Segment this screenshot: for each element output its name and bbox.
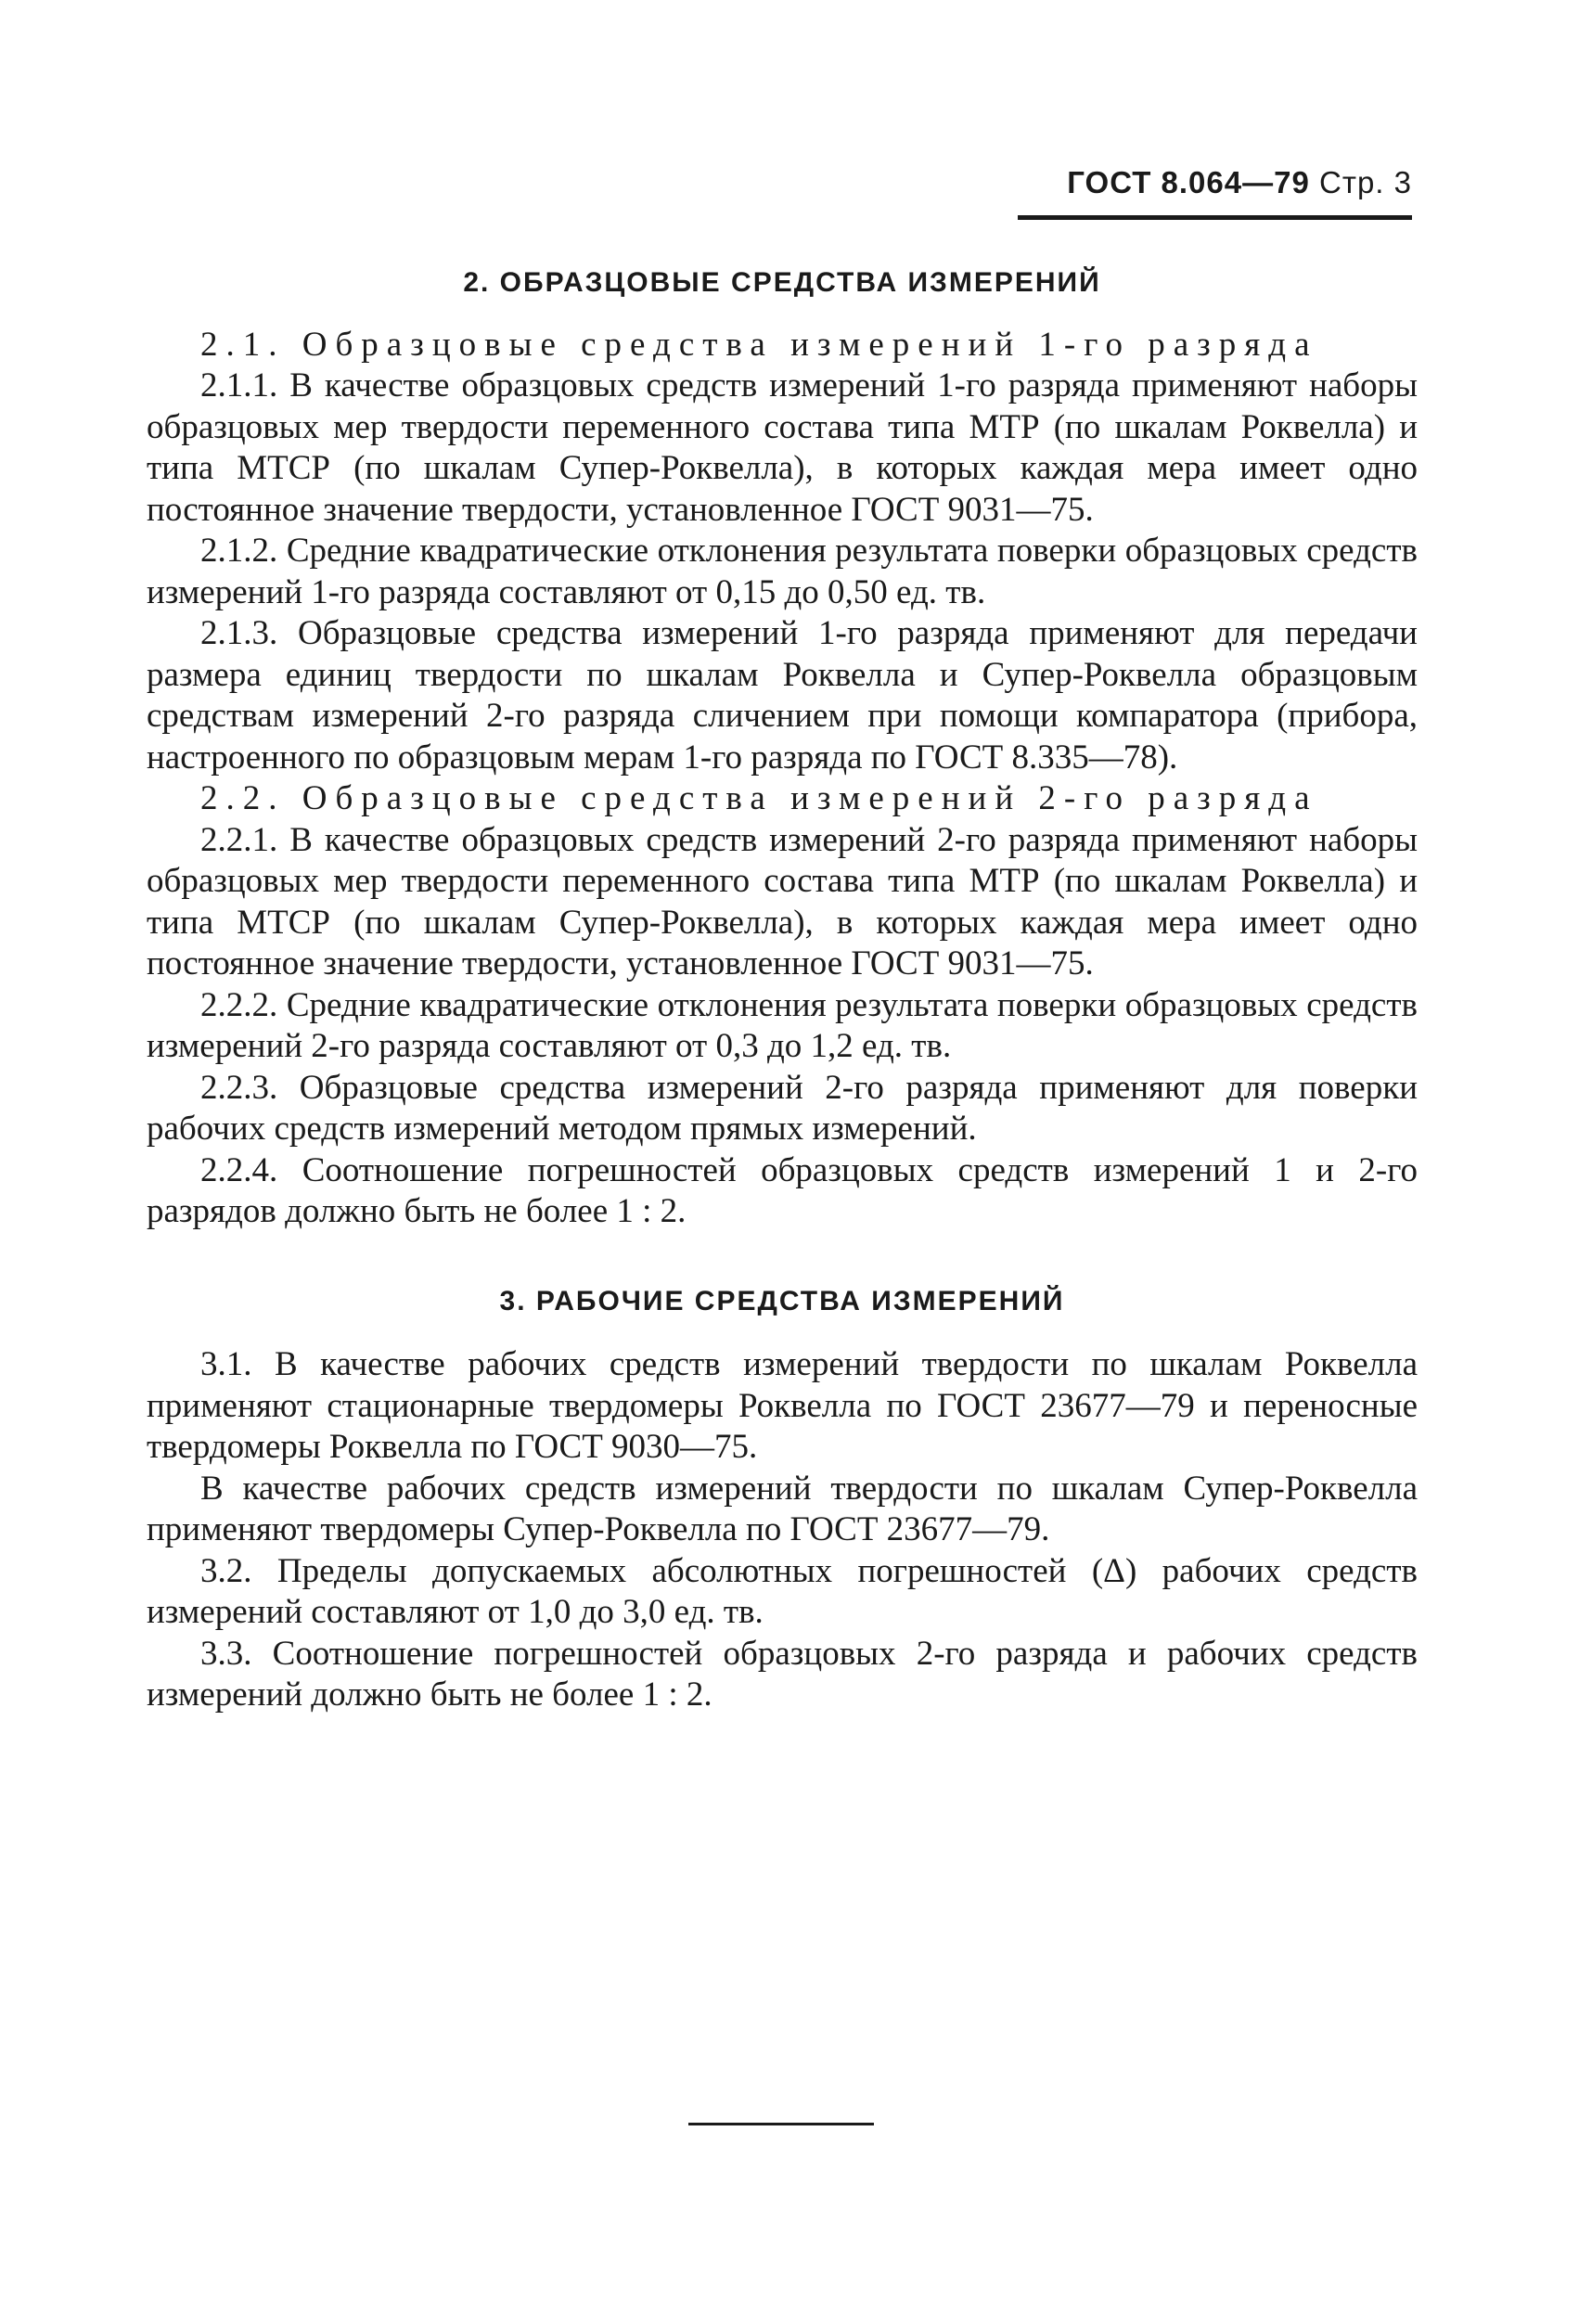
standard-number: ГОСТ 8.064—79 (1067, 165, 1310, 199)
header-rule (1018, 215, 1412, 220)
end-rule (688, 2123, 874, 2125)
section-2-heading: 2. ОБРАЗЦОВЫЕ СРЕДСТВА ИЗМЕРЕНИЙ (463, 267, 1101, 298)
paragraph-2-2-4: 2.2.4. Соотношение погрешностей образцовых средств измерений 1 и 2-го разрядов должно быть не более 1 : 2. (147, 1150, 1418, 1230)
paragraph-2-1: 2.1. Образцовые средства измерений 1-го разряда (200, 325, 1318, 364)
paragraph-3-2: 3.2. Пределы допускаемых абсолютных погрешностей (Δ) рабочих средств измерений составляют от 1,0 до 3,0 ед. тв. (147, 1551, 1418, 1631)
running-head (1067, 165, 1412, 200)
paragraph-2-1-2: 2.1.2. Средние квадратические отклонения результата поверки образцовых средств измерений 1-го разряда составляют от 0,15 до 0,50 ед. тв. (147, 532, 1418, 611)
paragraph-2-1-1: 2.1.1. В качестве образцовых средств измерений 1-го разряда применяют наборы образцовых мер твердости переменного состава типа МТР (по шкалам Роквелла) и типа МТСР (по шкалам Супер-Роквелла), в которых каждая мера имеет одно постоянное значение твердости, установленное ГОСТ 9031—75. (147, 366, 1418, 529)
paragraph-2-1-3: 2.1.3. Образцовые средства измерений 1-го разряда применяют для передачи размера единиц твердости по шкалам Роквелла и Супер-Роквелла образцовым средствам измерений 2-го разряда сличением при помощи компаратора (прибора, настроенного по образцовым мерам 1-го разряда по ГОСТ 8.335—78). (147, 614, 1418, 777)
document-body (147, 246, 1418, 1716)
paragraph-2-2-3: 2.2.3. Образцовые средства измерений 2-го разряда применяют для поверки рабочих средств измерений методом прямых измерений. (147, 1068, 1418, 1148)
paragraph-2-2-1: 2.2.1. В качестве образцовых средств измерений 2-го разряда применяют наборы образцовых мер твердости переменного состава типа МТР (по шкалам Роквелла) и типа МТСР (по шкалам Супер-Роквелла), в которых каждая мера имеет одно постоянное значение твердости, установленное ГОСТ 9031—75. (147, 820, 1418, 982)
section-3-heading: 3. РАБОЧИЕ СРЕДСТВА ИЗМЕРЕНИЙ (499, 1285, 1065, 1316)
paragraph-3-1: 3.1. В качестве рабочих средств измерений твердости по шкалам Роквелла применяют стационарные твердомеры Роквелла по ГОСТ 23677—79 и переносные твердомеры Роквелла по ГОСТ 9030—75. (147, 1345, 1418, 1466)
paragraph-2-2-2: 2.2.2. Средние квадратические отклонения результата поверки образцовых средств измерений 2-го разряда составляют от 0,3 до 1,2 ед. тв. (147, 985, 1418, 1065)
paragraph-3-3: 3.3. Соотношение погрешностей образцовых 2-го разряда и рабочих средств измерений должно быть не более 1 : 2. (147, 1634, 1418, 1714)
paragraph-3-1-cont: В качестве рабочих средств измерений твердости по шкалам Супер-Роквелла применяют твердомеры Супер-Роквелла по ГОСТ 23677—79. (147, 1469, 1418, 1548)
page-label: Стр. 3 (1319, 165, 1412, 199)
paragraph-2-2: 2.2. Образцовые средства измерений 2-го разряда (200, 779, 1318, 817)
